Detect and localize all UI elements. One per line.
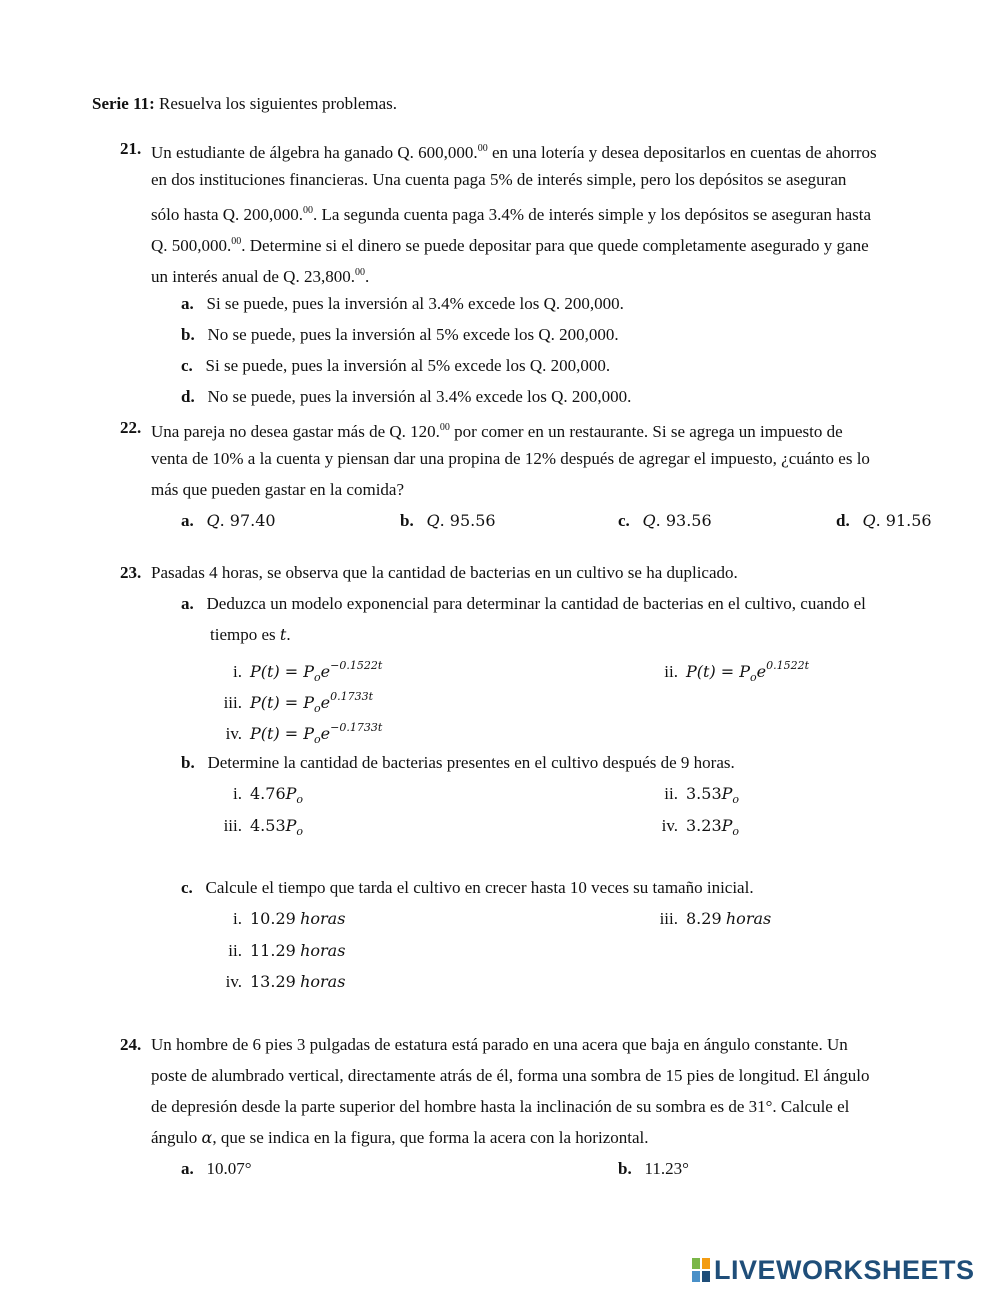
option-21c[interactable]: c. Si se puede, pues la inversión al 5% excede los Q. 200,000. bbox=[181, 356, 611, 375]
question-23-number: 23. bbox=[120, 563, 142, 582]
liveworksheets-logo-icon bbox=[692, 1258, 710, 1282]
option-23a-i[interactable]: i. $P(t) = P_oe^{-0.1522t}$ bbox=[233, 659, 383, 684]
series-header bbox=[92, 94, 397, 114]
question-23b: b. Determine la cantidad de bacterias presentes en el cultivo después de 9 horas. bbox=[181, 753, 735, 772]
question-24-number: 24. bbox=[120, 1035, 142, 1054]
question-24-line: Un hombre de 6 pies 3 pulgadas de estatura está parado en una acera que baja en ángulo constante. Un bbox=[151, 1035, 848, 1054]
option-22c[interactable]: c. Q. 93.56 bbox=[618, 511, 712, 530]
option-23b-iv[interactable]: iv. $3.23P_o$ bbox=[661, 816, 740, 838]
question-23c: c. Calcule el tiempo que tarda el cultivo en crecer hasta 10 veces su tamaño inicial. bbox=[181, 878, 754, 897]
option-21b[interactable]: b. No se puede, pues la inversión al 5% excede los Q. 200,000. bbox=[181, 325, 619, 344]
option-24a[interactable]: a. 10.07° bbox=[181, 1159, 252, 1178]
option-24b[interactable]: b. 11.23° bbox=[618, 1159, 689, 1178]
option-23c-iv[interactable]: iv. 13.29 horas bbox=[225, 972, 346, 991]
question-24-line: poste de alumbrado vertical, directamente atrás de él, forma una sombra de 15 pies de longitud. El ángulo bbox=[151, 1066, 870, 1085]
series-label: Serie 11: bbox=[92, 94, 155, 113]
series-instruction: Resuelva los siguientes problemas. bbox=[159, 94, 398, 113]
option-21d[interactable]: d. No se puede, pues la inversión al 3.4% excede los Q. 200,000. bbox=[181, 387, 632, 406]
question-22-line: venta de 10% a la cuenta y piensan dar una propina de 12% después de agregar el impuesto, ¿cuánto es lo bbox=[151, 449, 870, 468]
question-21-line: en dos instituciones financieras. Una cuenta paga 5% de interés simple, pero los depósitos se aseguran bbox=[151, 170, 847, 189]
option-23c-ii[interactable]: ii. 11.29 horas bbox=[228, 941, 346, 960]
question-21-line: Un estudiante de álgebra ha ganado Q. 600,000.00 en una lotería y desea depositarlos en cuentas de ahorros bbox=[151, 143, 877, 162]
option-23a-iv[interactable]: iv. $P(t) = P_oe^{-0.1733t}$ bbox=[225, 721, 383, 746]
option-23c-iii[interactable]: iii. 8.29 horas bbox=[659, 909, 772, 928]
option-22a[interactable]: a. Q. 97.40 bbox=[181, 511, 276, 530]
question-23a-line2: tiempo es t. bbox=[210, 625, 291, 644]
question-22-line: Una pareja no desea gastar más de Q. 120.00 por comer en un restaurante. Si se agrega un impuesto de bbox=[151, 422, 843, 441]
question-24-line: ángulo α, que se indica en la figura, que forma la acera con la horizontal. bbox=[151, 1128, 649, 1147]
option-23a-iii[interactable]: iii. $P(t) = P_oe^{0.1733t}$ bbox=[223, 690, 374, 715]
option-21a[interactable]: a. Si se puede, pues la inversión al 3.4% excede los Q. 200,000. bbox=[181, 294, 624, 313]
question-21-line: sólo hasta Q. 200,000.00. La segunda cuenta paga 3.4% de interés simple y los depósitos se aseguran hasta bbox=[151, 205, 872, 224]
liveworksheets-logo-text: LIVEWORKSHEETS bbox=[714, 1255, 975, 1285]
question-24-line: de depresión desde la parte superior del hombre hasta la inclinación de su sombra es de 31°. Calcule el bbox=[151, 1097, 850, 1116]
question-21-line: Q. 500,000.00. Determine si el dinero se puede depositar para que quede completamente asegurado y gane bbox=[151, 236, 869, 255]
question-23-text: Pasadas 4 horas, se observa que la cantidad de bacterias en un cultivo se ha duplicado. bbox=[151, 563, 738, 582]
option-23c-i[interactable]: i. 10.29 horas bbox=[233, 909, 346, 928]
option-23a-ii[interactable]: ii. $P(t) = P_oe^{0.1522t}$ bbox=[664, 659, 810, 684]
question-22-line: más que pueden gastar en la comida? bbox=[151, 480, 405, 499]
question-21-line: un interés anual de Q. 23,800.00. bbox=[151, 267, 370, 286]
option-23b-iii[interactable]: iii. $4.53P_o$ bbox=[223, 816, 304, 838]
option-22b[interactable]: b. Q. 95.56 bbox=[400, 511, 496, 530]
question-23a: a. Deduzca un modelo exponencial para determinar la cantidad de bacterias en el cultivo, cuando el bbox=[181, 594, 866, 613]
question-21-number: 21. bbox=[120, 139, 142, 158]
option-23b-ii[interactable]: ii. $3.53P_o$ bbox=[664, 784, 740, 806]
question-22-number: 22. bbox=[120, 418, 142, 437]
liveworksheets-logo[interactable] bbox=[692, 1255, 988, 1285]
option-22d[interactable]: d. Q. 91.56 bbox=[836, 511, 932, 530]
option-23b-i[interactable]: i. $4.76P_o$ bbox=[233, 784, 304, 806]
